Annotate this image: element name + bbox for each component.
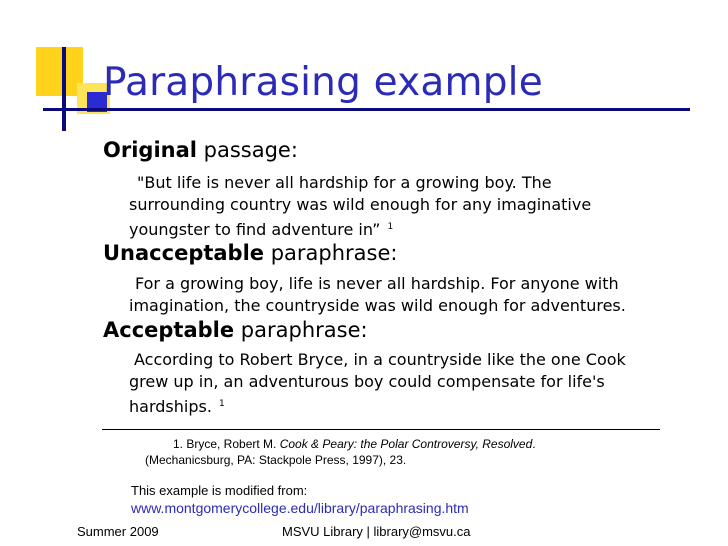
acceptable-label: Acceptable	[103, 318, 235, 342]
citation-suffix: .	[532, 437, 536, 451]
original-line: surrounding country was wild enough for any imaginative	[129, 195, 592, 214]
source-link[interactable]: www.montgomerycollege.edu/library/paraphrasing.htm	[131, 500, 469, 516]
footnote-marker: 1	[219, 399, 225, 409]
unacceptable-label-rest: paraphrase:	[264, 241, 398, 265]
citation-line-1	[173, 437, 536, 451]
original-passage	[129, 172, 709, 241]
citation-line-2: (Mechanicsburg, PA: Stackpole Press, 1997), 23.	[145, 453, 407, 467]
footer-date: Summer 2009	[77, 524, 159, 539]
unacceptable-heading	[103, 241, 398, 265]
title-underline	[43, 108, 690, 111]
acceptable-line-text: hardships.	[129, 397, 212, 416]
original-line	[129, 216, 709, 241]
footnote-divider	[102, 429, 660, 430]
acceptable-line	[129, 393, 709, 418]
original-line-text: youngster to find adventure in”	[129, 220, 381, 239]
acceptable-line: According to Robert Bryce, in a countryside like the one Cook	[134, 350, 626, 369]
unacceptable-line: imagination, the countryside was wild enough for adventures.	[129, 296, 626, 315]
original-line: "But life is never all hardship for a growing boy. The	[137, 173, 552, 192]
acceptable-heading	[103, 318, 368, 342]
slide-title: Paraphrasing example	[103, 60, 543, 105]
citation-prefix: 1. Bryce, Robert M.	[173, 437, 280, 451]
footer-library: MSVU Library | library@msvu.ca	[282, 524, 471, 539]
original-label: Original	[103, 138, 197, 162]
citation-book-title: Cook & Peary: the Polar Controversy, Resolved	[279, 437, 533, 451]
footnote-marker: 1	[387, 222, 394, 232]
decorative-yellow-square	[36, 47, 83, 96]
modified-from-text: This example is modified from:	[131, 483, 308, 498]
decorative-vertical-line	[62, 47, 66, 131]
original-label-rest: passage:	[196, 138, 298, 162]
unacceptable-label: Unacceptable	[103, 241, 265, 265]
acceptable-label-rest: paraphrase:	[234, 318, 368, 342]
unacceptable-passage	[129, 273, 709, 317]
unacceptable-line: For a growing boy, life is never all hardship. For anyone with	[135, 274, 619, 293]
acceptable-line: grew up in, an adventurous boy could compensate for life's	[129, 372, 605, 391]
acceptable-passage	[129, 349, 709, 418]
original-heading	[103, 138, 298, 162]
